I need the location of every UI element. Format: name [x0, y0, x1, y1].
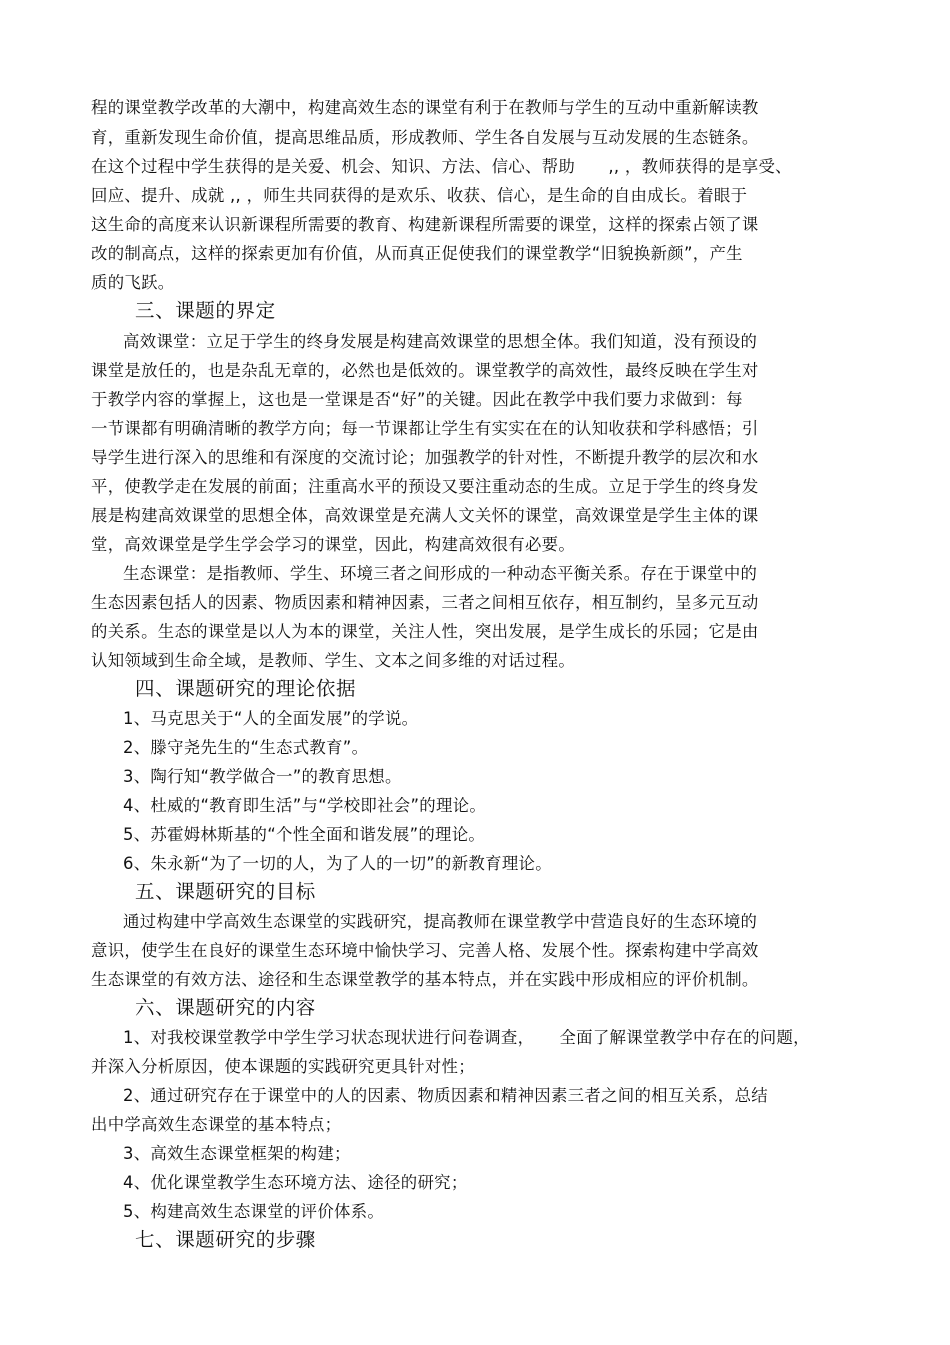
paragraph-line: 通过构建中学高效生态课堂的实践研究，提高教师在课堂教学中营造良好的生态环境的: [123, 912, 758, 931]
paragraph-line: 课堂是放任的，也是杂乱无章的，必然也是低效的。课堂教学的高效性，最终反映在学生对: [91, 361, 759, 380]
intro-line: 程的课堂教学改革的大潮中，构建高效生态的课堂有利于在教师与学生的互动中重新解读教: [91, 98, 759, 117]
paragraph-line: 于教学内容的掌握上，这也是一堂课是否“好”的关键。因此在教学中我们要力求做到：每: [91, 390, 743, 409]
section-heading: 六、课题研究的内容: [135, 996, 316, 1019]
intro-line: 这生命的高度来认识新课程所需要的教育、构建新课程所需要的课堂，这样的探索占领了课: [91, 215, 759, 234]
list-item: 4、杜威的“教育即生活”与“学校即社会”的理论。: [123, 796, 487, 815]
list-item: 5、构建高效生态课堂的评价体系。: [123, 1202, 385, 1221]
paragraph-line: 生态课堂：是指教师、学生、环境三者之间形成的一种动态平衡关系。存在于课堂中的: [123, 564, 758, 583]
list-item: 4、优化课堂教学生态环境方法、途径的研究；: [123, 1173, 468, 1192]
paragraph-line: 平，使教学走在发展的前面；注重高水平的预设又要注重动态的生成。立足于学生的终身发: [91, 477, 759, 496]
section-heading: 五、课题研究的目标: [135, 880, 316, 903]
intro-line: 在这个过程中学生获得的是关爱、机会、知识、方法、信心、帮助 ,, ，教师获得的是享受、: [91, 157, 792, 176]
section-heading: 四、课题研究的理论依据: [135, 677, 357, 700]
list-item: 1、对我校课堂教学中学生学习状态现状进行问卷调查， 全面了解课堂教学中存在的问题，: [123, 1028, 810, 1047]
section-heading: 三、课题的界定: [135, 299, 276, 322]
section-heading: 七、课题研究的步骤: [135, 1228, 316, 1251]
paragraph-line: 生态因素包括人的因素、物质因素和精神因素，三者之间相互依存，相互制约，呈多元互动: [91, 593, 759, 612]
paragraph-line: 堂，高效课堂是学生学会学习的课堂，因此，构建高效很有必要。: [91, 535, 576, 554]
paragraph-line: 的关系。生态的课堂是以人为本的课堂，关注人性，突出发展，是学生成长的乐园；它是由: [91, 622, 759, 641]
paragraph-line: 生态课堂的有效方法、途径和生态课堂教学的基本特点，并在实践中形成相应的评价机制。: [91, 970, 759, 989]
paragraph-line: 意识，使学生在良好的课堂生态环境中愉快学习、完善人格、发展个性。探索构建中学高效: [91, 941, 759, 960]
paragraph-line: 一节课都有明确清晰的教学方向；每一节课都让学生有实实在在的认知收获和学科感悟；引: [91, 419, 759, 438]
list-item: 2、通过研究存在于课堂中的人的因素、物质因素和精神因素三者之间的相互关系，总结: [123, 1086, 768, 1105]
list-item: 1、马克思关于“人的全面发展”的学说。: [123, 709, 419, 728]
paragraph-line: 展是构建高效课堂的思想全体，高效课堂是充满人文关怀的课堂，高效课堂是学生主体的课: [91, 506, 759, 525]
list-item: 6、朱永新“为了一切的人，为了人的一切”的新教育理论。: [123, 854, 552, 873]
list-item: 2、滕守尧先生的“生态式教育”。: [123, 738, 369, 757]
list-item-continuation: 出中学高效生态课堂的基本特点；: [91, 1115, 342, 1134]
intro-line: 质的飞跃。: [91, 273, 175, 292]
list-item: 5、苏霍姆林斯基的“个性全面和谐发展”的理论。: [123, 825, 486, 844]
paragraph-line: 高效课堂：立足于学生的终身发展是构建高效课堂的思想全体。我们知道，没有预设的: [123, 332, 758, 351]
intro-line: 回应、提升、成就 ,, ，师生共同获得的是欢乐、收获、信心，是生命的自由成长。着眼于: [91, 186, 748, 205]
intro-line: 改的制高点，这样的探索更加有价值，从而真正促使我们的课堂教学“旧貌换新颜”，产生: [91, 244, 743, 263]
list-item: 3、陶行知“教学做合一”的教育思想。: [123, 767, 402, 786]
paragraph-line: 认知领域到生命全域，是教师、学生、文本之间多维的对话过程。: [91, 651, 576, 670]
intro-line: 育，重新发现生命价值，提高思维品质，形成教师、学生各自发展与互动发展的生态链条。: [91, 128, 759, 147]
paragraph-line: 导学生进行深入的思维和有深度的交流讨论；加强教学的针对性，不断提升教学的层次和水: [91, 448, 759, 467]
list-item: 3、高效生态课堂框架的构建；: [123, 1144, 351, 1163]
list-item-continuation: 并深入分析原因，使本课题的实践研究更具针对性；: [91, 1057, 475, 1076]
